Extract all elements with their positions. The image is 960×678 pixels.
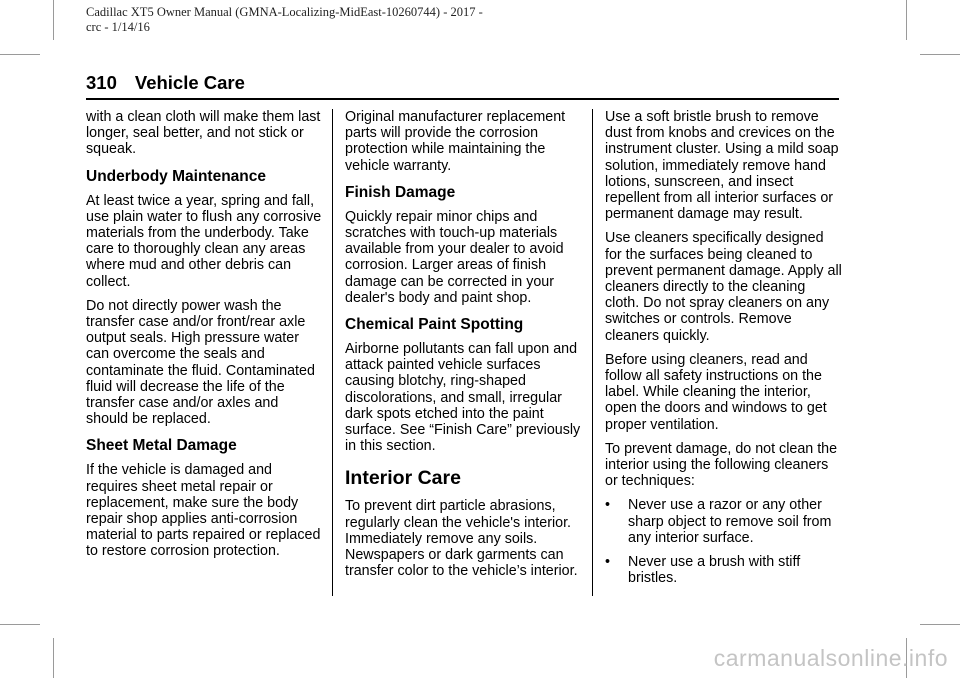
crop-mark (53, 638, 54, 678)
crop-mark (920, 624, 960, 625)
paragraph-sheet-metal: If the vehicle is damaged and requires sheet metal repair or replacement, make sure the body repair shop applies anti-corrosion material to parts repaired or replaced to restore corrosion protection. (86, 462, 321, 560)
running-header (86, 5, 483, 35)
paragraph-finish-damage: Quickly repair minor chips and scratches with touch-up materials available from your dealer to avoid corrosion. Larger areas of finish damage can be corrected in your dealer's body and paint shop. (345, 208, 564, 306)
heading-underbody-maintenance: Underbody Maintenance (86, 167, 266, 185)
column-divider (332, 109, 333, 596)
heading-finish-damage: Finish Damage (345, 183, 456, 201)
section-title: Vehicle Care (134, 72, 245, 93)
column-1 (86, 109, 324, 568)
list-item (605, 497, 843, 546)
paragraph-original-parts: Original manufacturer replacement parts will provide the corrosion protection while maintaining the vehicle warranty. (345, 109, 566, 174)
bullet-mark: • (605, 554, 611, 571)
crop-mark (906, 0, 907, 40)
heading-rule (86, 98, 839, 100)
paragraph-intro: with a clean cloth will make them last longer, seal better, and not stick or squeak. (86, 109, 321, 158)
paragraph-prevent-damage: To prevent damage, do not clean the interior using the following cleaners or techniques: (605, 440, 838, 490)
page-number: 310 (86, 72, 117, 93)
watermark: carmanualsonline.info (713, 645, 948, 671)
paragraph-chemical-paint: Airborne pollutants can fall upon and attack painted vehicle surfaces causing blotchy, ring-shaped discolorations, and small, irregular dark spots etched into the paint surface. See “Finish Care” previously in this section. (345, 341, 581, 455)
list-item (605, 554, 843, 586)
running-header-line2: crc - 1/14/16 (86, 20, 150, 34)
running-header-line1: Cadillac XT5 Owner Manual (GMNA-Localizing-MidEast-10260744) - 2017 - (86, 5, 483, 19)
crop-mark (0, 624, 40, 625)
crop-mark (53, 0, 54, 40)
list-item-text: Never use a brush with stiff bristles. (628, 554, 801, 587)
heading-interior-care: Interior Care (345, 467, 461, 490)
paragraph-cleaners: Use cleaners specifically designed for the surfaces being cleaned to prevent permanent damage. Apply all cleaners directly to the cleaning cloth. Do not spray cleaners on any switches or controls. Remove cleaners quickly. (605, 230, 842, 344)
crop-mark (0, 54, 40, 55)
column-divider (592, 109, 593, 596)
paragraph-underbody-2: Do not directly power wash the transfer case and/or front/rear axle output seals. High pressure water can overcome the seals and contaminate the fluid. Contaminated fluid will decrease the life of the transfer case and/or axles and should be replaced. (86, 297, 315, 428)
bullet-mark: • (605, 497, 611, 514)
heading-sheet-metal-damage: Sheet Metal Damage (86, 437, 237, 455)
paragraph-interior-care: To prevent dirt particle abrasions, regularly clean the vehicle's interior. Immediately remove any soils. Newspapers or dark garments can transfer color to the vehicle’s interior. (345, 498, 578, 580)
column-2 (345, 109, 583, 587)
paragraph-soft-brush: Use a soft bristle brush to remove dust from knobs and crevices on the instrument cluster. Using a mild soap solution, immediately remove hand lotions, sunscreen, and insect repellent from all interior surfaces or permanent damage may result. (605, 109, 839, 223)
column-3 (605, 109, 843, 594)
page-heading (86, 72, 245, 94)
paragraph-underbody-1: At least twice a year, spring and fall, use plain water to flush any corrosive materials from the underbody. Take care to thoroughly clean any areas where mud and other debris can collect. (86, 192, 322, 290)
paragraph-before-cleaning: Before using cleaners, read and follow all safety instructions on the label. While cleaning the interior, open the doors and windows to get proper ventilation. (605, 351, 827, 433)
list-item-text: Never use a razor or any other sharp object to remove soil from any interior surface. (628, 497, 832, 546)
crop-mark (920, 54, 960, 55)
heading-chemical-paint-spotting: Chemical Paint Spotting (345, 316, 524, 334)
